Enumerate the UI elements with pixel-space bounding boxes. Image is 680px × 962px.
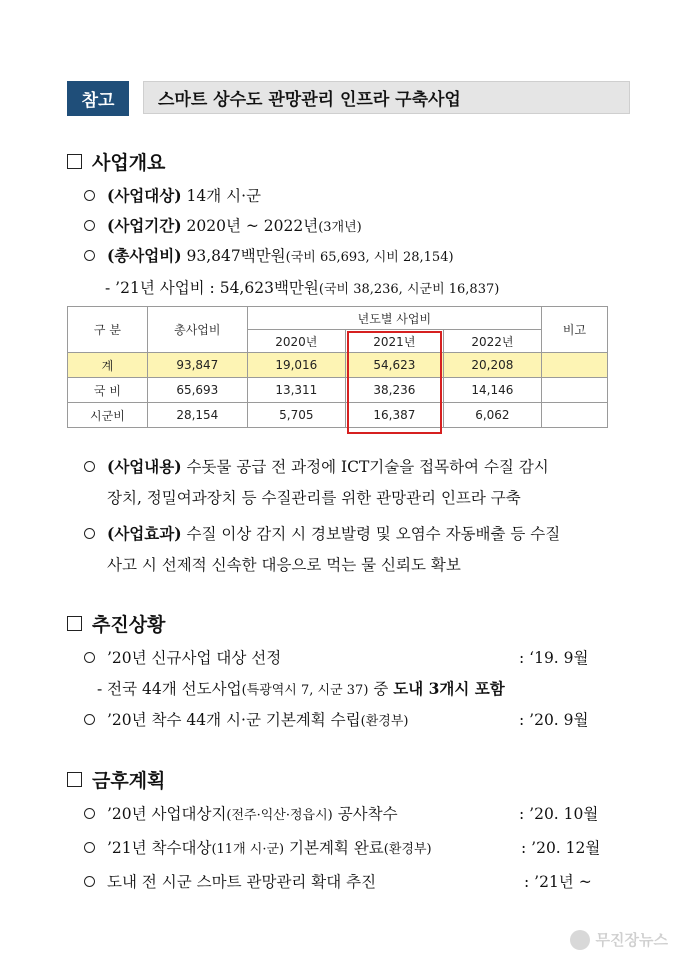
period-note: (3개년) (318, 219, 362, 235)
plan-item-3-date: : ’21년 ~ (524, 873, 592, 891)
effect-line-1 (84, 522, 560, 544)
content-label: (사업내용) (107, 457, 182, 476)
effect-label: (사업효과) (107, 524, 182, 543)
budget-note: (국비 65,693, 시비 28,154) (285, 249, 454, 265)
plan-item-1-note: (전주·익산·정읍시) (226, 807, 333, 823)
section-progress-title: 추진상황 (92, 614, 166, 636)
table-row (68, 403, 608, 428)
page-title: 스마트 상수도 관망관리 인프라 구축사업 (143, 81, 630, 114)
circle-bullet-icon (84, 876, 95, 887)
plan-item-2-b: 기본계획 완료 (289, 839, 384, 857)
circle-bullet-icon (84, 461, 95, 472)
section-overview-title: 사업개요 (92, 152, 166, 174)
circle-bullet-icon (84, 250, 95, 261)
header-year-2020: 2020년 (247, 330, 345, 353)
reference-tag: 참고 (67, 81, 129, 116)
budget-label: (총사업비) (107, 246, 182, 265)
period-label: (사업기간) (107, 216, 182, 235)
effect-line-2 (107, 553, 461, 575)
sub-line-note: (국비 38,236, 시군비 16,837) (318, 281, 500, 297)
table-row (68, 353, 608, 378)
section-progress-heading (67, 610, 165, 637)
section-overview-heading (67, 148, 165, 175)
circle-bullet-icon (84, 714, 95, 725)
header-category: 구 분 (68, 307, 148, 353)
header-total: 총사업비 (147, 307, 247, 353)
row-2021: 54,623 (345, 353, 443, 378)
checkbox-square-icon (67, 154, 82, 169)
row-label: 시군비 (68, 403, 148, 428)
progress-item-1-date: : ‘19. 9월 (519, 649, 589, 667)
effect-text-2: 사고 시 선제적 신속한 대응으로 먹는 물 신뢰도 확보 (107, 556, 461, 574)
plan-item-1-b: 공사착수 (337, 805, 398, 823)
progress-sub-a: - 전국 44개 선도사업 (97, 680, 242, 698)
header-year-2022: 2022년 (443, 330, 541, 353)
header-year-2021: 2021년 (345, 330, 443, 353)
watermark-text: 무진장뉴스 (595, 931, 668, 949)
watermark (570, 929, 668, 950)
progress-item-2 (84, 708, 408, 730)
row-note (541, 403, 607, 428)
row-2022: 14,146 (443, 378, 541, 403)
progress-item-1-sub (97, 677, 505, 699)
row-note (541, 353, 607, 378)
content-line-2 (107, 486, 521, 508)
content-text-1: 수돗물 공급 전 과정에 ICT기술을 접목하여 수질 감시 (186, 458, 549, 476)
plan-item-1-date: : ’20. 10월 (519, 805, 599, 823)
row-2021: 38,236 (345, 378, 443, 403)
circle-bullet-icon (84, 808, 95, 819)
overview-target-line (84, 184, 261, 206)
progress-item-1-text: ’20년 신규사업 대상 선정 (107, 649, 282, 667)
progress-item-2-text: ’20년 착수 44개 시·군 기본계획 수립 (107, 711, 361, 729)
checkbox-square-icon (67, 616, 82, 631)
header-note: 비고 (541, 307, 607, 353)
checkbox-square-icon (67, 772, 82, 787)
row-note (541, 378, 607, 403)
plan-item-2-date: : ’20. 12월 (521, 839, 601, 857)
plan-item-2-note: (11개 시·군) (211, 841, 285, 857)
row-2021: 16,387 (345, 403, 443, 428)
progress-sub-note: (특광역시 7, 시군 37) (241, 682, 369, 698)
effect-text-1: 수질 이상 감지 시 경보발령 및 오염수 자동배출 등 수질 (186, 525, 561, 543)
circle-bullet-icon (84, 842, 95, 853)
header-yearly: 년도별 사업비 (247, 307, 541, 330)
progress-item-1 (84, 646, 281, 668)
section-plan-heading (67, 766, 165, 793)
sub-line-text: - ’21년 사업비 : 54,623백만원 (105, 279, 319, 297)
overview-budget-line (84, 244, 454, 266)
section-plan-title: 금후계획 (92, 770, 166, 792)
row-label: 국 비 (68, 378, 148, 403)
row-2022: 6,062 (443, 403, 541, 428)
circle-bullet-icon (84, 220, 95, 231)
target-label: (사업대상) (107, 186, 182, 205)
circle-bullet-icon (84, 190, 95, 201)
plan-item-2-note2: (환경부) (383, 841, 432, 857)
row-total: 28,154 (147, 403, 247, 428)
content-line-1 (84, 455, 549, 477)
row-2020: 19,016 (247, 353, 345, 378)
progress-item-2-note: (환경부) (360, 713, 409, 729)
row-2022: 20,208 (443, 353, 541, 378)
circle-bullet-icon (84, 528, 95, 539)
progress-sub-b: 중 (373, 680, 389, 698)
progress-item-2-date: : ’20. 9월 (519, 711, 589, 729)
plan-item-1-a: ’20년 사업대상지 (107, 805, 227, 823)
table-row (68, 378, 608, 403)
overview-sub-line (105, 276, 499, 298)
watermark-logo-icon (570, 930, 590, 950)
row-2020: 5,705 (247, 403, 345, 428)
row-total: 93,847 (147, 353, 247, 378)
progress-sub-bold: 도내 3개시 포함 (393, 679, 505, 698)
circle-bullet-icon (84, 652, 95, 663)
content-text-2: 장치, 정밀여과장치 등 수질관리를 위한 관망관리 인프라 구축 (107, 489, 521, 507)
plan-item-1 (84, 802, 398, 824)
plan-item-2-a: ’21년 착수대상 (107, 839, 212, 857)
budget-table (67, 306, 608, 428)
overview-period-line (84, 214, 362, 236)
plan-item-3 (84, 870, 376, 892)
period-value: 2020년 ~ 2022년 (186, 217, 319, 235)
row-2020: 13,311 (247, 378, 345, 403)
target-value: 14개 시·군 (186, 187, 261, 205)
table-header-row (68, 307, 608, 330)
plan-item-3-text: 도내 전 시군 스마트 관망관리 확대 추진 (107, 873, 377, 891)
plan-item-2 (84, 836, 432, 858)
row-label: 계 (68, 353, 148, 378)
row-total: 65,693 (147, 378, 247, 403)
budget-value: 93,847백만원 (186, 247, 286, 265)
